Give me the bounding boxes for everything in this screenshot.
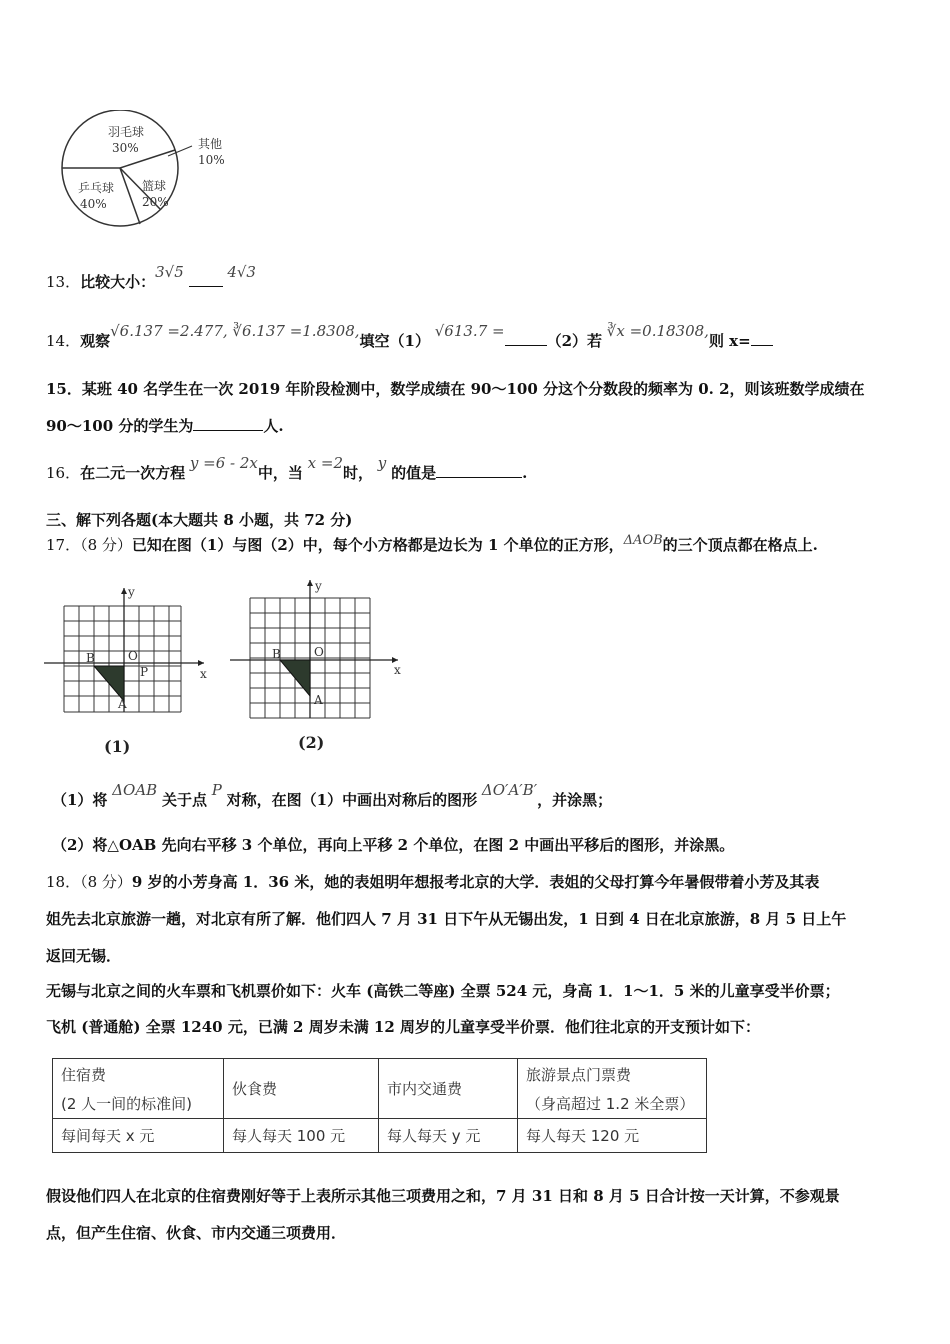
expense-table	[52, 1058, 707, 1153]
q17-points: （8 分）	[80, 536, 132, 554]
q17-number: 17．	[46, 536, 81, 554]
question-18-line-4: 无锡与北京之间的火车票和飞机票价如下：火车 (高铁二等座) 全票 524 元，身高 1．1～1．5 米的儿童享受半价票；	[46, 982, 840, 1000]
header-tickets-note: （身高超过 1.2 米全票）	[526, 1094, 695, 1113]
x-axis-arrow	[198, 660, 204, 666]
label-o: O	[128, 649, 138, 663]
q14-answer-blank-1[interactable]	[505, 331, 547, 346]
q14-number: 14．	[46, 332, 81, 350]
q16-text-2: 中，当	[257, 464, 303, 482]
question-16	[46, 454, 528, 483]
q17-text-2: 的三个顶点都在格点上.	[662, 536, 818, 554]
q13-number: 13．	[46, 273, 81, 291]
q14-text-observe: 观察	[80, 332, 111, 350]
label-b: B	[272, 647, 281, 661]
q14-expr-1: √613.7 =	[434, 322, 505, 340]
label-b: B	[86, 651, 95, 665]
pie-label-badminton: 羽毛球	[108, 125, 145, 139]
q13-answer-blank[interactable]	[189, 272, 223, 287]
fig2-caption: (2)	[298, 733, 325, 752]
table-header-row	[53, 1059, 707, 1119]
grid-figure-2	[228, 578, 408, 758]
q14-expr-2: ∛x =0.18308,	[606, 322, 709, 340]
question-17	[46, 535, 818, 557]
pie-label-pingpong: 乒乓球	[78, 181, 115, 195]
q18-points: （8 分）	[80, 873, 132, 891]
pie-percent-badminton: 30%	[112, 141, 139, 155]
question-15-line-2	[46, 416, 284, 436]
pie-chart	[50, 110, 240, 235]
pie-percent-pingpong: 40%	[80, 197, 107, 211]
y-axis-arrow	[307, 580, 313, 586]
q17-part1-text-d: ，并涂黑；	[537, 791, 613, 809]
question-18-line-1	[46, 872, 819, 892]
grid-figure-1	[42, 582, 212, 757]
q16-y-var: y	[377, 454, 387, 472]
q15-text-a: 90～100 分的学生为	[46, 417, 194, 435]
question-18-line-6: 假设他们四人在北京的住宿费刚好等于上表所示其他三项费用之和，7 月 31 日和 8 月 5 日合计按一天计算，不参观景	[46, 1187, 840, 1205]
q14-text-if: （2）若	[546, 332, 603, 350]
label-y: y	[128, 585, 135, 599]
q17-part1-text-c: 对称，在图（1）中画出对称后的图形	[226, 791, 478, 809]
cell-transport: 每人每天 y 元	[379, 1119, 518, 1153]
pie-label-basketball: 篮球	[142, 179, 167, 193]
q15-answer-blank[interactable]	[193, 416, 263, 431]
q17-part-1	[52, 781, 613, 810]
q17-part1-point-p: P	[211, 781, 222, 799]
cell-lodging: 每间每天 x 元	[53, 1119, 224, 1153]
q15-text-b: 人.	[263, 417, 284, 435]
question-18-line-2: 姐先去北京旅游一趟，对北京有所了解．他们四人 7 月 31 日下午从无锡出发，1 日到 4 日在北京旅游，8 月 5 日上午	[46, 910, 847, 928]
header-tickets	[518, 1059, 707, 1119]
q17-triangle: ΔAOB	[623, 533, 663, 548]
label-x: x	[394, 663, 401, 677]
question-14	[46, 322, 773, 351]
q13-expr-right: 4√3	[227, 263, 256, 281]
q18-number: 18．	[46, 873, 81, 891]
label-a: A	[314, 693, 323, 707]
cell-meals: 每人每天 100 元	[224, 1119, 379, 1153]
q14-given-values: √6.137 =2.477, ∛6.137 =1.8308,	[110, 322, 360, 340]
q14-answer-blank-2[interactable]	[751, 331, 773, 346]
header-transport: 市内交通费	[379, 1059, 518, 1119]
q17-part1-image-triangle: ΔO′A′B′	[481, 781, 538, 799]
label-y: y	[315, 579, 322, 593]
y-axis-arrow	[121, 588, 127, 594]
label-o: O	[314, 645, 324, 659]
q14-text-fill: 填空（1）	[359, 332, 430, 350]
question-18-line-5: 飞机 (普通舱) 全票 1240 元，已满 2 周岁未满 12 周岁的儿童享受半价票．他们往北京的开支预计如下：	[46, 1018, 761, 1036]
q16-answer-blank[interactable]	[436, 463, 522, 478]
q16-text-3: 时，	[343, 464, 374, 482]
q17-part1-text-b: 关于点	[162, 791, 208, 809]
q16-text-1: 在二元一次方程	[80, 464, 186, 482]
label-p: P	[140, 665, 149, 679]
q13-expr-left: 3√5	[155, 263, 184, 281]
q13-text: 比较大小：	[80, 273, 156, 291]
q16-x-value: x =2	[307, 454, 343, 472]
q16-text-4: 的值是	[391, 464, 437, 482]
question-18-line-3: 返回无锡．	[46, 947, 122, 965]
q17-text-1: 已知在图（1）与图（2）中，每个小方格都是边长为 1 个单位的正方形，	[131, 536, 624, 554]
q16-equation: y =6 - 2x	[189, 454, 258, 472]
pie-percent-basketball: 20%	[142, 195, 169, 209]
q17-part-2: （2）将△OAB 先向右平移 3 个单位，再向上平移 2 个单位，在图 2 中画出平移后的图形，并涂黑。	[52, 836, 735, 854]
q16-text-5: .	[522, 464, 528, 482]
label-a: A	[118, 697, 127, 711]
pie-label-other: 其他	[198, 137, 223, 151]
pie-percent-other: 10%	[198, 153, 225, 167]
header-lodging-note: (2 人一间的标准间)	[61, 1094, 193, 1113]
question-18-line-7: 点，但产生住宿、伙食、市内交通三项费用．	[46, 1224, 347, 1242]
pie-slice-divider	[120, 168, 140, 224]
question-13	[46, 263, 256, 292]
label-x: x	[200, 667, 207, 681]
cell-tickets: 每人每天 120 元	[518, 1119, 707, 1153]
question-15-line-1: 15．某班 40 名学生在一次 2019 年阶段检测中，数学成绩在 90～100 分这个分数段的频率为 0. 2，则该班数学成绩在	[46, 380, 865, 398]
fig1-caption: (1)	[104, 737, 131, 756]
header-lodging	[53, 1059, 224, 1119]
header-meals: 伙食费	[224, 1059, 379, 1119]
table-row	[53, 1119, 707, 1153]
header-lodging-title: 住宿费	[61, 1065, 107, 1084]
q14-text-then: 则 x=	[708, 332, 751, 350]
q18-text-1: 9 岁的小芳身高 1．36 米，她的表姐明年想报考北京的大学．表姐的父母打算今年暑假带着小芳及其表	[131, 873, 820, 891]
header-tickets-title: 旅游景点门票费	[526, 1065, 632, 1084]
q17-part1-text-a: （1）将	[52, 791, 108, 809]
section-3-heading: 三、解下列各题(本大题共 8 小题，共 72 分)	[46, 511, 353, 529]
q16-number: 16．	[46, 464, 81, 482]
q17-part1-triangle: ΔOAB	[112, 781, 158, 799]
